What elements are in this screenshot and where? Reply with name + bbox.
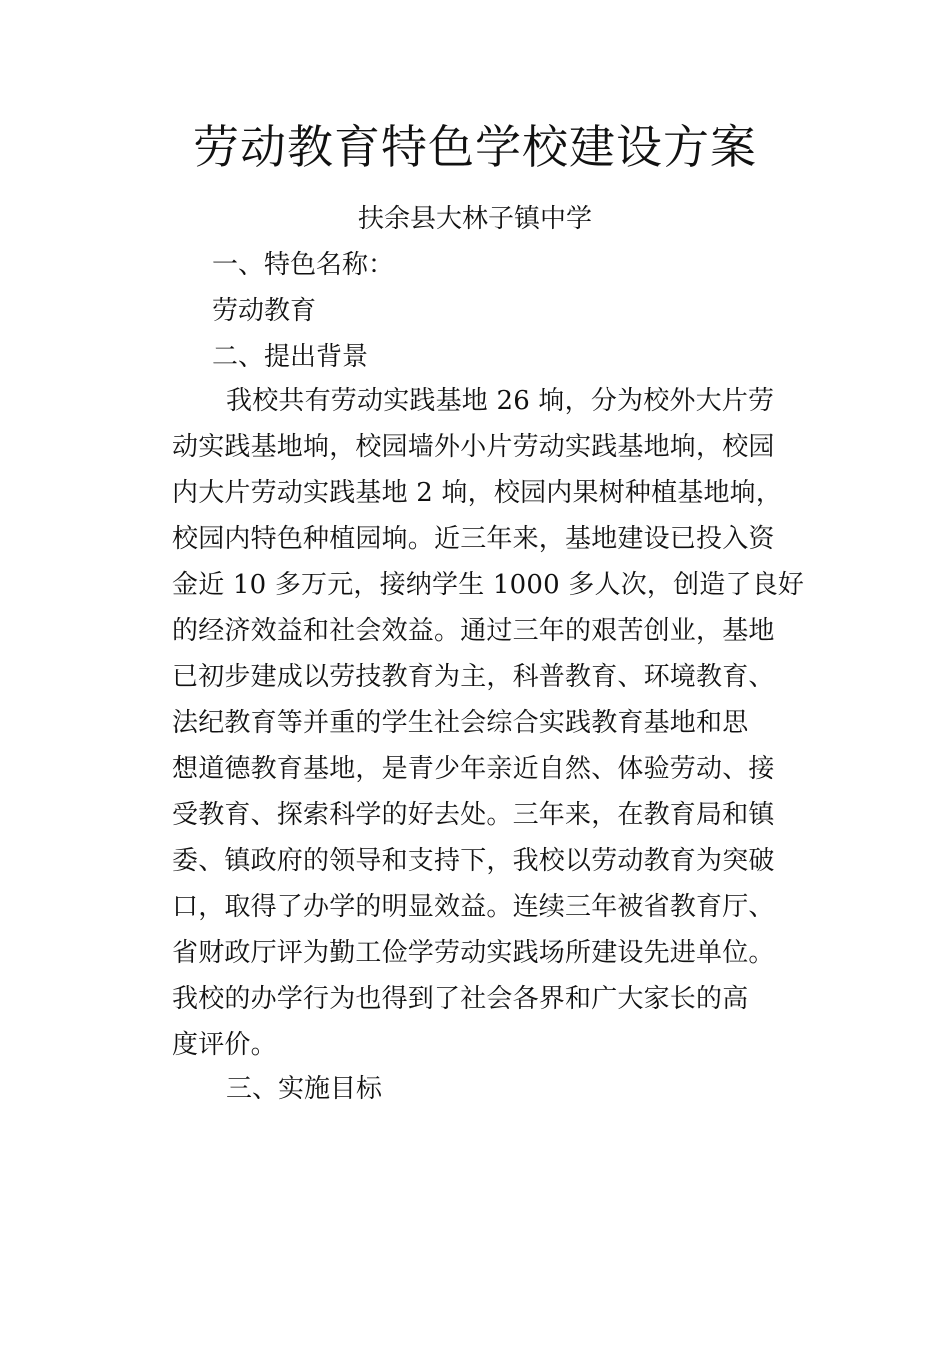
- paragraph-line: 动实践基地垧，校园墙外小片劳动实践基地垧，校园: [172, 432, 775, 462]
- paragraph-line: 法纪教育等并重的学生社会综合实践教育基地和思: [172, 708, 749, 738]
- section-heading-1: 一、特色名称：: [212, 250, 395, 280]
- paragraph-line: 我校共有劳动实践基地 26 垧，分为校外大片劳: [226, 386, 775, 416]
- section-heading-3: 三、实施目标: [226, 1074, 383, 1104]
- paragraph-line: 已初步建成以劳技教育为主，科普教育、环境教育、: [172, 662, 775, 692]
- section-body-1: 劳动教育: [212, 296, 317, 326]
- paragraph-line: 想道德教育基地，是青少年亲近自然、体验劳动、接: [172, 754, 775, 784]
- paragraph-line: 金近 10 多万元，接纳学生 1000 多人次，创造了良好: [172, 570, 805, 600]
- paragraph-line: 受教育、探索科学的好去处。三年来，在教育局和镇: [172, 800, 775, 830]
- paragraph-line: 内大片劳动实践基地 2 垧，校园内果树种植基地垧，: [172, 478, 783, 508]
- paragraph-line: 度评价。: [172, 1030, 277, 1060]
- section-body-2: [172, 378, 805, 1068]
- document-title: 劳动教育特色学校建设方案: [193, 120, 757, 174]
- paragraph-line: 我校的办学行为也得到了社会各界和广大家长的高: [172, 984, 749, 1014]
- section-heading-2: 二、提出背景: [212, 342, 369, 372]
- paragraph-line: 校园内特色种植园垧。近三年来，基地建设已投入资: [172, 524, 775, 554]
- school-name: 扶余县大林子镇中学: [357, 204, 592, 234]
- paragraph-line: 委、镇政府的领导和支持下，我校以劳动教育为突破: [172, 846, 775, 876]
- paragraph-line: 省财政厅评为勤工俭学劳动实践场所建设先进单位。: [172, 938, 775, 968]
- paragraph-line: 口，取得了办学的明显效益。连续三年被省教育厅、: [172, 892, 775, 922]
- paragraph-line: 的经济效益和社会效益。通过三年的艰苦创业，基地: [172, 616, 775, 646]
